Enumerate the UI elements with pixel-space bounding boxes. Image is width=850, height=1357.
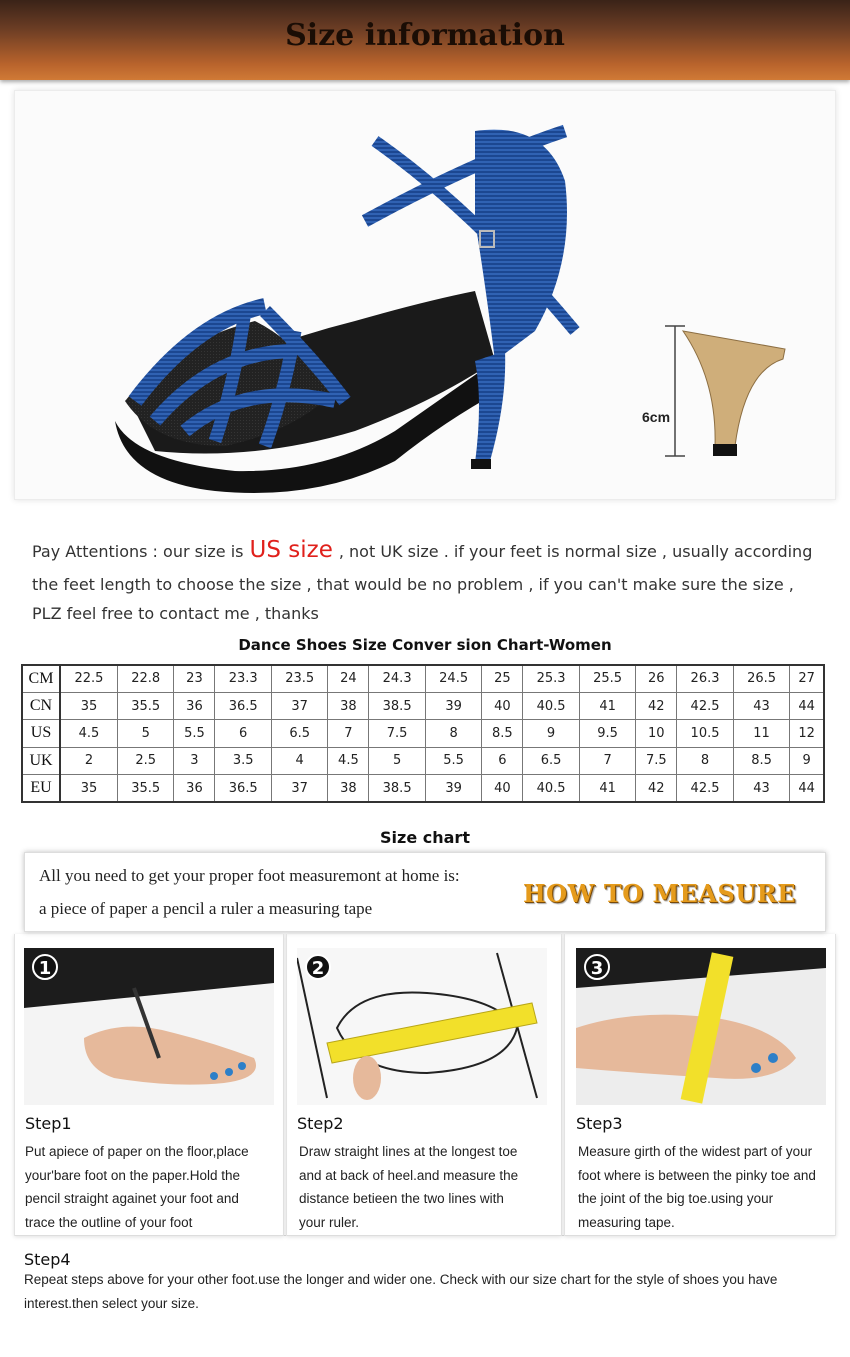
measure-steps [14,934,836,1236]
size-cell: 36 [174,775,215,802]
size-cell: 8 [677,747,734,774]
size-cell: 4.5 [60,720,117,747]
size-cell: 24 [328,665,369,692]
step-2-line: your ruler. [299,1214,360,1230]
measure-intro-box [24,852,826,932]
size-cell: 26.3 [677,665,734,692]
step-1-line: pencil straight againet your foot and [25,1191,239,1206]
notice-line-1 [32,534,832,568]
size-cell: 40.5 [523,775,580,802]
size-cell: 40 [482,775,523,802]
size-cell: 37 [271,775,328,802]
step-3-line: the joint of the big toe.using your [578,1191,774,1206]
size-cell: 6.5 [271,720,328,747]
size-row-header: EU [22,775,60,802]
size-cell: 10 [636,720,677,747]
step-3-number-badge: 3 [584,954,610,980]
size-cell: 41 [579,775,636,802]
step-3-illustration [576,948,826,1105]
size-notice [32,534,832,626]
step-1-title: Step1 [25,1114,72,1133]
step-1-photo [24,948,274,1105]
size-cell: 8.5 [733,747,790,774]
size-cell: 43 [733,692,790,719]
size-cell: 5.5 [174,720,215,747]
size-cell: 6 [482,747,523,774]
size-cell: 24.5 [425,665,482,692]
size-cell: 25 [482,665,523,692]
step-3-photo [576,948,826,1105]
us-size-highlight: US size [249,537,333,563]
size-cell: 27 [790,665,824,692]
size-chart-title: Dance Shoes Size Conver sion Chart-Women [238,636,612,654]
size-cell: 35 [60,775,117,802]
notice-line-3: PLZ feel free to contact me , thanks [32,604,319,623]
dance-shoe-image [95,101,595,501]
size-cell: 37 [271,692,328,719]
page-title: Size information [285,18,565,53]
size-cell: 26.5 [733,665,790,692]
notice-prefix: Pay Attentions : our size is [32,542,244,561]
step-2-number-badge: 2 [305,954,331,980]
size-row-uk [22,747,824,774]
size-cell: 9 [790,747,824,774]
size-cell: 26 [636,665,677,692]
step-4-title: Step4 [24,1250,71,1269]
size-row-cm [22,665,824,692]
step-2-description [299,1140,549,1234]
step-1-description [25,1140,275,1234]
measure-intro-line-1: All you need to get your proper foot measuremont at home is: [39,866,460,885]
size-cell: 40 [482,692,523,719]
step-3-card [564,934,836,1236]
size-cell: 42.5 [677,692,734,719]
step-1-illustration [24,948,274,1105]
size-cell: 42 [636,775,677,802]
size-row-eu [22,775,824,802]
size-cell: 7 [328,720,369,747]
size-cell: 36.5 [215,775,272,802]
size-conversion-table [21,664,825,803]
size-cell: 25.5 [579,665,636,692]
size-cell: 41 [579,692,636,719]
size-cell: 8.5 [482,720,523,747]
size-cell: 4 [271,747,328,774]
size-row-header: CN [22,692,60,719]
size-cell: 8 [425,720,482,747]
step-3-description [578,1140,828,1234]
step-4-line: interest.then select your size. [24,1296,199,1311]
header-banner [0,0,850,80]
size-cell: 38.5 [369,692,426,719]
size-cell: 10.5 [677,720,734,747]
size-cell: 7.5 [369,720,426,747]
step-3-line: measuring tape. [578,1214,675,1230]
size-cell: 6 [215,720,272,747]
size-cell: 38 [328,775,369,802]
how-to-measure-title: HOW TO MEASURE [523,879,796,908]
step-4-description [24,1268,814,1316]
notice-line-1-rest: , not UK size . if your feet is normal size , usually according [338,542,813,561]
step-1-number-badge: 1 [32,954,58,980]
size-cell: 44 [790,775,824,802]
measure-intro-line-2: a piece of paper a pencil a ruler a measuring tape [39,899,373,918]
size-cell: 35 [60,692,117,719]
size-cell: 24.3 [369,665,426,692]
size-cell: 25.3 [523,665,580,692]
step-2-line: distance betieen the two lines with [299,1191,504,1206]
size-cell: 43 [733,775,790,802]
size-cell: 23.3 [215,665,272,692]
notice-line-2: the feet length to choose the size , that would be no problem , if you can't make sure the size , [32,575,794,594]
step-2-title: Step2 [297,1114,344,1133]
size-cell: 23 [174,665,215,692]
size-row-header: US [22,720,60,747]
size-row-header: UK [22,747,60,774]
size-cell: 22.8 [117,665,174,692]
step-2-illustration [297,948,547,1105]
size-cell: 38 [328,692,369,719]
step-3-line: foot where is between the pinky toe and [578,1167,816,1183]
size-cell: 3 [174,747,215,774]
size-row-cn [22,692,824,719]
size-cell: 39 [425,775,482,802]
size-cell: 44 [790,692,824,719]
size-cell: 36 [174,692,215,719]
size-chart-label: Size chart [380,828,470,847]
size-cell: 9 [523,720,580,747]
size-cell: 5 [369,747,426,774]
size-cell: 22.5 [60,665,117,692]
size-cell: 5 [117,720,174,747]
size-cell: 36.5 [215,692,272,719]
step-2-line: and at back of heel.and measure the [299,1167,519,1183]
size-cell: 42.5 [677,775,734,802]
size-cell: 3.5 [215,747,272,774]
size-cell: 4.5 [328,747,369,774]
size-cell: 6.5 [523,747,580,774]
heel-height-diagram [645,321,795,461]
step-2-card [286,934,562,1236]
step-2-photo [297,948,547,1105]
step-3-title: Step3 [576,1114,623,1133]
step-1-line: your'bare foot on the paper.Hold the [25,1167,240,1183]
size-cell: 42 [636,692,677,719]
size-cell: 7.5 [636,747,677,774]
product-image-panel [14,90,836,500]
size-cell: 5.5 [425,747,482,774]
size-cell: 35.5 [117,775,174,802]
size-cell: 40.5 [523,692,580,719]
size-row-header: CM [22,665,60,692]
size-cell: 38.5 [369,775,426,802]
size-cell: 12 [790,720,824,747]
step-1-line: trace the outline of your foot [25,1214,193,1230]
size-cell: 7 [579,747,636,774]
heel-height-label: 6cm [642,409,671,425]
size-cell: 2.5 [117,747,174,774]
size-cell: 23.5 [271,665,328,692]
step-2-line: Draw straight lines at the longest toe [299,1144,518,1159]
size-cell: 39 [425,692,482,719]
step-3-line: Measure girth of the widest part of your [578,1144,813,1159]
size-cell: 35.5 [117,692,174,719]
size-row-us [22,720,824,747]
size-cell: 11 [733,720,790,747]
size-cell: 9.5 [579,720,636,747]
step-1-card [14,934,284,1236]
size-cell: 2 [60,747,117,774]
step-1-line: Put apiece of paper on the floor,place [25,1144,249,1159]
step-4-line: Repeat steps above for your other foot.use the longer and wider one. Check with our size chart for the style of shoes you have [24,1272,778,1287]
